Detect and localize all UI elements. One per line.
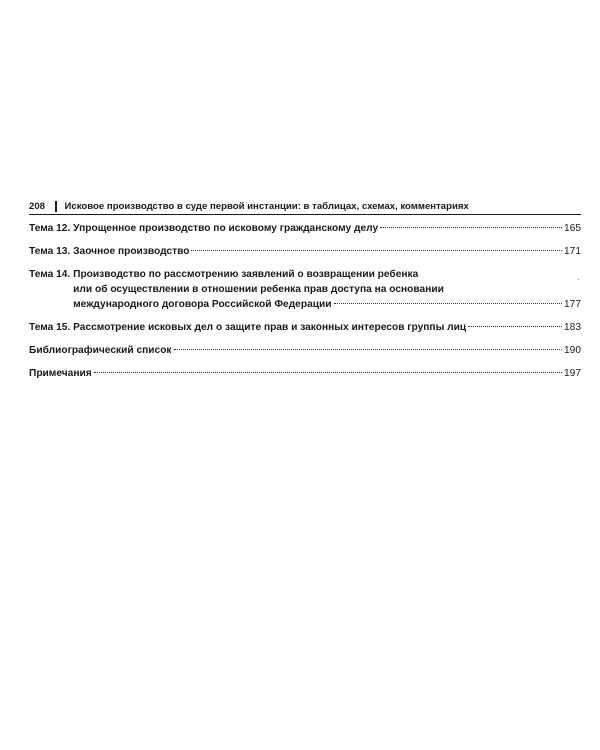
header-rule bbox=[29, 214, 581, 215]
toc-entry-title: Рассмотрение исковых дел о защите прав и законных интересов группы лиц bbox=[73, 322, 467, 333]
print-speck bbox=[578, 279, 579, 280]
toc-entry-page: 171 bbox=[564, 246, 581, 257]
table-of-contents bbox=[29, 221, 581, 389]
toc-entry-page: 190 bbox=[564, 345, 581, 356]
page-number: 208 bbox=[29, 200, 46, 212]
dot-leader bbox=[334, 303, 562, 304]
toc-entry-page: 165 bbox=[564, 223, 581, 234]
toc-entry-label: Тема 14. bbox=[29, 269, 74, 280]
toc-entry bbox=[29, 221, 581, 236]
header-separator bbox=[55, 201, 57, 212]
dot-leader bbox=[174, 349, 562, 350]
toc-entry-title: Заочное производство bbox=[73, 246, 190, 257]
toc-entry-label: Тема 15. bbox=[29, 322, 74, 333]
toc-entry-title: Упрощенное производство по исковому гражданскому делу bbox=[73, 223, 379, 234]
dot-leader bbox=[468, 326, 562, 327]
toc-entry-title: Примечания bbox=[29, 368, 92, 379]
toc-entry bbox=[29, 244, 581, 259]
running-title: Исковое производство в суде первой инстанции: в таблицах, схемах, комментариях bbox=[64, 200, 469, 212]
toc-entry-title-line: или об осуществлении в отношении ребенка прав доступа на основании bbox=[73, 284, 444, 295]
toc-entry-title-line: международного договора Российской Федерации bbox=[73, 299, 332, 310]
dot-leader bbox=[191, 250, 562, 251]
running-header bbox=[29, 198, 581, 214]
toc-entry bbox=[29, 366, 581, 381]
toc-entry-page: 183 bbox=[564, 322, 581, 333]
toc-entry bbox=[29, 343, 581, 358]
toc-entry bbox=[29, 320, 581, 335]
dot-leader bbox=[380, 227, 562, 228]
toc-entry-title-line: Производство по рассмотрению заявлений о возвращении ребенка bbox=[73, 269, 419, 280]
toc-entry-title: Библиографический список bbox=[29, 345, 172, 356]
dot-leader bbox=[94, 372, 562, 373]
toc-entry-label: Тема 12. bbox=[29, 223, 74, 234]
toc-entry-page: 197 bbox=[564, 368, 581, 379]
toc-entry-page: 177 bbox=[564, 299, 581, 310]
toc-entry-label: Тема 13. bbox=[29, 246, 74, 257]
toc-entry bbox=[29, 267, 581, 312]
